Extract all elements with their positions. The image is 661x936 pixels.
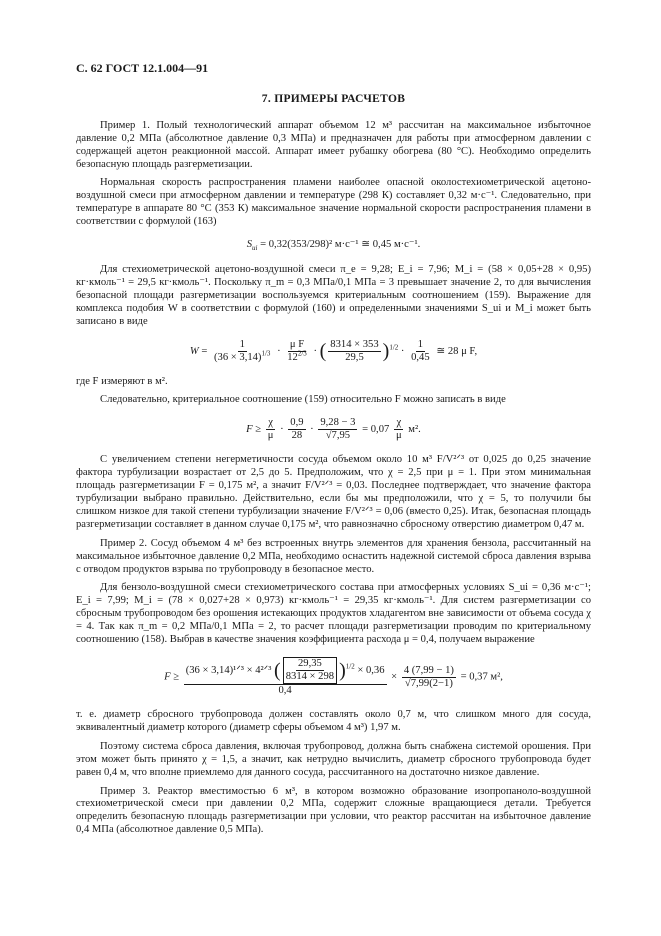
- paragraph-irrigation: Поэтому система сброса давления, включая трубопровод, должна быть снабжена системой орошения. При этом может быть принято χ = 1,5, а значит, как нетрудно вычислить, диаметр сбросного трубопровода будет равен 0,4 м, что вполне приемлемо для данного сосуда, рассчитанного на достаточно низкое давление.: [76, 740, 591, 778]
- page-header: С. 62 ГОСТ 12.1.004—91: [76, 61, 209, 75]
- fraction-a: $\frac{\chi}{\mu}$: [267, 417, 274, 442]
- fraction-4: $\frac{1}{0,45}$: [411, 338, 430, 363]
- paragraph-stoich: Для стехиометрической ацетоно-воздушной смеси π_e = 9,28; E_i = 7,96; M_i = (58 × 0,05+28 × 0,95) кг·кмоль⁻¹ = 29,5 кг·кмоль⁻¹. Поскольку π_m = 0,3 МПа/0,1 МПа = 3 превышает значение 2, то для вычисления безопасной площади разгерметизации воспользуемся критериальным соотношением (159). Выражение для комплекса подобия W в соответствии с формулой (160) и определенными значениями S_ui и M_i может быть записано в виде: [76, 263, 591, 327]
- paragraph-where-f: где F измеряют в м².: [76, 375, 168, 387]
- document-page: [76, 62, 591, 843]
- paragraph-leakage: С увеличением степени негерметичности сосуда объемом около 10 м³ F/V²ᐟ³ от 0,025 до 0,25 значение фактора турбулизации возрастает от 2,5 до 5. Предположим, что χ = 2,5 при μ = 1. При этом минимальная площадь разгерметизации F = 0,175 м², а значит F/V²ᐟ³ = 0,03. Последнее подтверждает, что значение фактора турбулизации выбрано правильно. Действительно, если бы мы предположили, что χ = 5, то получили бы слишком низкое для такой степени турбулизации значение F/V²ᐟ³ = 0,06 (вместо 0,25). Итак, безопасная площадь разгерметизации составляет в данном случае 0,175 м², что равнозначно сбросному отверстию диаметром 0,47 м.: [76, 454, 591, 530]
- fraction-d: $\frac{\chi}{\mu}$: [395, 417, 402, 442]
- equation-sui-body: 0,32(353/298)² м·с⁻¹ ≅ 0,45 м·с⁻¹.: [268, 239, 421, 251]
- fraction-1: $\frac{1}{(36 \times 3,14)^{1/3}}$: [214, 338, 271, 363]
- fraction-3: $\frac{8314 \times 353}{29,5}$: [330, 338, 379, 363]
- equation-f-criterion: F ≥ $\frac{\chi}{\mu}$ · $\frac{0,9}{28}$ · $\frac{9,28 - 3}{√7,95}$ = 0,07 $\frac{\chi}{\mu}$ м².: [246, 417, 421, 442]
- fraction-inner: $\frac{29,35}{8314 \times 298}$: [283, 657, 337, 684]
- equation-f-pipe: F ≥ (36 × 3,14)¹ᐟ³ × 4²ᐟ³ ( $\frac{29,35}{8314 \times 298}$ )$^{1/2}$ × 0,36 0,4 × $\frac{4 (7,99 - 1)}{√7,99(2-1)}$ = 0,37 м²,: [164, 658, 503, 696]
- equation-w: W = $\frac{1}{(36 \times 3,14)^{1/3}}$ · $\frac{\text{μ F}}{12^{2/3}}$ · ( $\frac{8314 \times 353}{29,5}$ )$^{1/2}$ · $\frac{1}{0,45}$ ≅ 28 μ F,: [189, 338, 478, 363]
- equation-sui: $S_{ui} = 0,32(353/298)^2$ м·с⁻¹ ≅ 0,45 м·с⁻¹.: [246, 239, 421, 253]
- paragraph-flame-speed: Нормальная скорость распространения пламени наиболее опасной околостехиометрической ацетоно-воздушной смеси при атмосферном давлении и температуре (298 К) составляет 0,32 м·с⁻¹. Следовательно, при температуре в аппарате 80 °С (353 К) максимальное значение нормальной скорости распространения пламени в соответствии с формулой (163): [76, 177, 591, 228]
- paragraph-diameter: т. е. диаметр сбросного трубопровода должен составлять около 0,7 м, что слишком много для сосуда, эквивалентный диаметр которого (диаметр сферы объемом 4 м³) 1,97 м.: [76, 709, 591, 733]
- paragraph-example-2: Пример 2. Сосуд объемом 4 м³ без встроенных внутрь элементов для хранения бензола, рассчитанный на максимальное избыточное давление 0,2 МПа, необходимо оснастить надежной системой сброса давления взрыва с отводом продуктов взрыва по трубопроводу в безопасное место.: [76, 537, 591, 575]
- fraction-big: (36 × 3,14)¹ᐟ³ × 4²ᐟ³ ( $\frac{29,35}{8314 \times 298}$ )$^{1/2}$ × 0,36 0,4: [185, 658, 385, 696]
- paragraph-example-1: Пример 1. Полый технологический аппарат объемом 12 м³ рассчитан на максимальное избыточное давление 0,2 МПа (абсолютное давление 0,3 МПа) и предназначен для работы при атмосферном давлении с содержащей ацетон реакционной массой. Аппарат имеет рубашку обогрева (80 °С). Необходимо определить безопасную площадь разгерметизации.: [76, 119, 591, 170]
- fraction-b: $\frac{0,9}{28}$: [290, 417, 304, 442]
- equation-w-tail: ≅ 28 μ F,: [436, 345, 478, 357]
- paragraph-example-3: Пример 3. Реактор вместимостью 6 м³, в котором возможно образование изопропаноло-воздушной стехиометрической смеси при давлении 0,2 МПа, содержит сложные вращающиеся детали. Требуется определить безопасную площадь разгерметизации при условии, что реактор рассчитан на избыточное давление 0,4 МПа (абсолютное давление 0,5 МПа).: [76, 785, 591, 836]
- fraction-2: $\frac{\text{μ F}}{12^{2/3}}$: [287, 338, 307, 363]
- fraction-e: $\frac{4 (7,99 - 1)}{√7,99(2-1)}$: [403, 664, 454, 689]
- section-title: 7. ПРИМЕРЫ РАСЧЕТОВ: [261, 92, 406, 105]
- paragraph-benzene: Для бензоло-воздушной смеси стехиометрического состава при атмосферных условиях S_ui = 0,36 м·с⁻¹; E_i = 7,99; M_i = (78 × 0,027+28 × 0,973) кг·кмоль⁻¹ = 29,35 кг·кмоль⁻¹. Для систем разгерметизации со сбросным трубопроводом без орошения истекающих продуктов хладагентом вне зависимости от объема сосуда χ = 4. Так как π_m = 0,2 МПа/0,1 МПа = 2, то расчет площади разгерметизации проводим по критериальному соотношению (158). Выбрав в качестве значения коэффициента расхода μ = 0,4, получаем выражение: [76, 582, 591, 646]
- paragraph-criterion: Следовательно, критериальное соотношение (159) относительно F можно записать в виде: [100, 394, 506, 406]
- fraction-c: $\frac{9,28 - 3}{√7,95}$: [320, 417, 356, 442]
